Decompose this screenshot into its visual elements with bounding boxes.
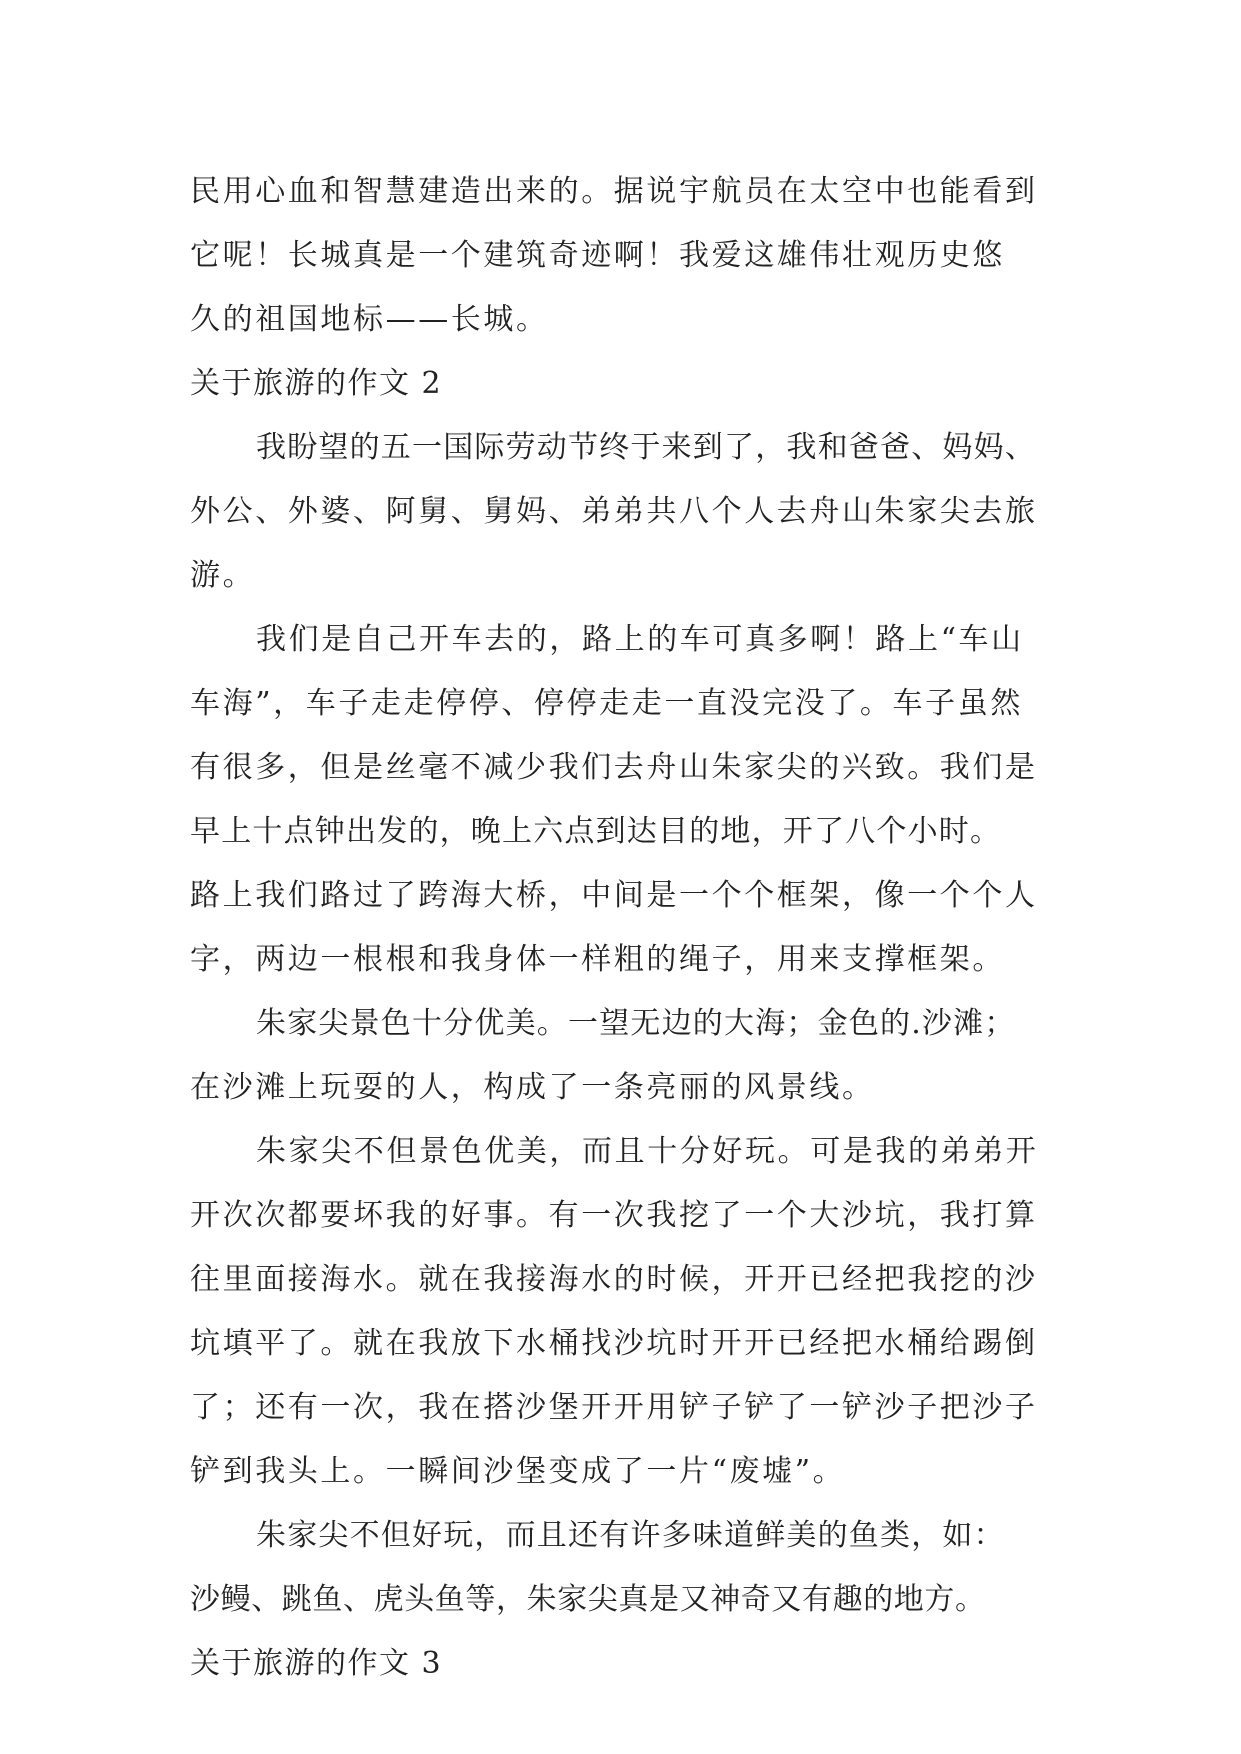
essay-heading: 关于旅游的作文 2 xyxy=(190,366,443,401)
paragraph-line: 游。 xyxy=(190,558,256,593)
paragraph-line: 了；还有一次，我在搭沙堡开开用铲子铲了一铲沙子把沙子 xyxy=(190,1390,1038,1425)
essay-heading: 关于旅游的作文 3 xyxy=(190,1646,443,1681)
paragraph-line: 坑填平了。就在我放下水桶找沙坑时开开已经把水桶给踢倒 xyxy=(190,1326,1038,1361)
paragraph-line: 开次次都要坏我的好事。有一次我挖了一个大沙坑，我打算 xyxy=(190,1198,1038,1233)
paragraph-line: 有很多，但是丝毫不减少我们去舟山朱家尖的兴致。我们是 xyxy=(190,750,1038,785)
paragraph-line: 车海”，车子走走停停、停停走走一直没完没了。车子虽然 xyxy=(190,686,1023,721)
paragraph-line: 早上十点钟出发的，晚上六点到达目的地，开了八个小时。 xyxy=(190,814,1002,849)
paragraph-line: 它呢！长城真是一个建筑奇迹啊！我爱这雄伟壮观历史悠 xyxy=(190,238,1005,273)
paragraph-line: 久的祖国地标——长城。 xyxy=(190,302,549,337)
paragraph-line: 外公、外婆、阿舅、舅妈、弟弟共八个人去舟山朱家尖去旅 xyxy=(190,494,1038,529)
paragraph-line: 我们是自己开车去的，路上的车可真多啊！路上“车山 xyxy=(256,622,1024,657)
paragraph-line: 铲到我头上。一瞬间沙堡变成了一片“废墟”。 xyxy=(190,1454,846,1489)
paragraph-line: 民用心血和智慧建造出来的。据说宇航员在太空中也能看到 xyxy=(190,174,1038,209)
paragraph-line: 朱家尖不但好玩，而且还有许多味道鲜美的鱼类，如： xyxy=(256,1518,1005,1553)
paragraph-line: 字，两边一根根和我身体一样粗的绳子，用来支撑框架。 xyxy=(190,942,1005,977)
paragraph-line: 沙鳗、跳鱼、虎头鱼等，朱家尖真是又神奇又有趣的地方。 xyxy=(190,1582,986,1617)
essay-text xyxy=(190,160,1070,1696)
paragraph-line: 在沙滩上玩耍的人，构成了一条亮丽的风景线。 xyxy=(190,1070,875,1105)
paragraph-line: 朱家尖不但景色优美，而且十分好玩。可是我的弟弟开 xyxy=(256,1134,1039,1169)
paragraph-line: 路上我们路过了跨海大桥，中间是一个个框架，像一个个人 xyxy=(190,878,1038,913)
paragraph-line: 我盼望的五一国际劳动节终于来到了，我和爸爸、妈妈、 xyxy=(256,430,1036,465)
paragraph-line: 朱家尖景色十分优美。一望无边的大海；金色的.沙滩； xyxy=(256,1006,1016,1041)
paragraph-line: 往里面接海水。就在我接海水的时候，开开已经把我挖的沙 xyxy=(190,1262,1038,1297)
